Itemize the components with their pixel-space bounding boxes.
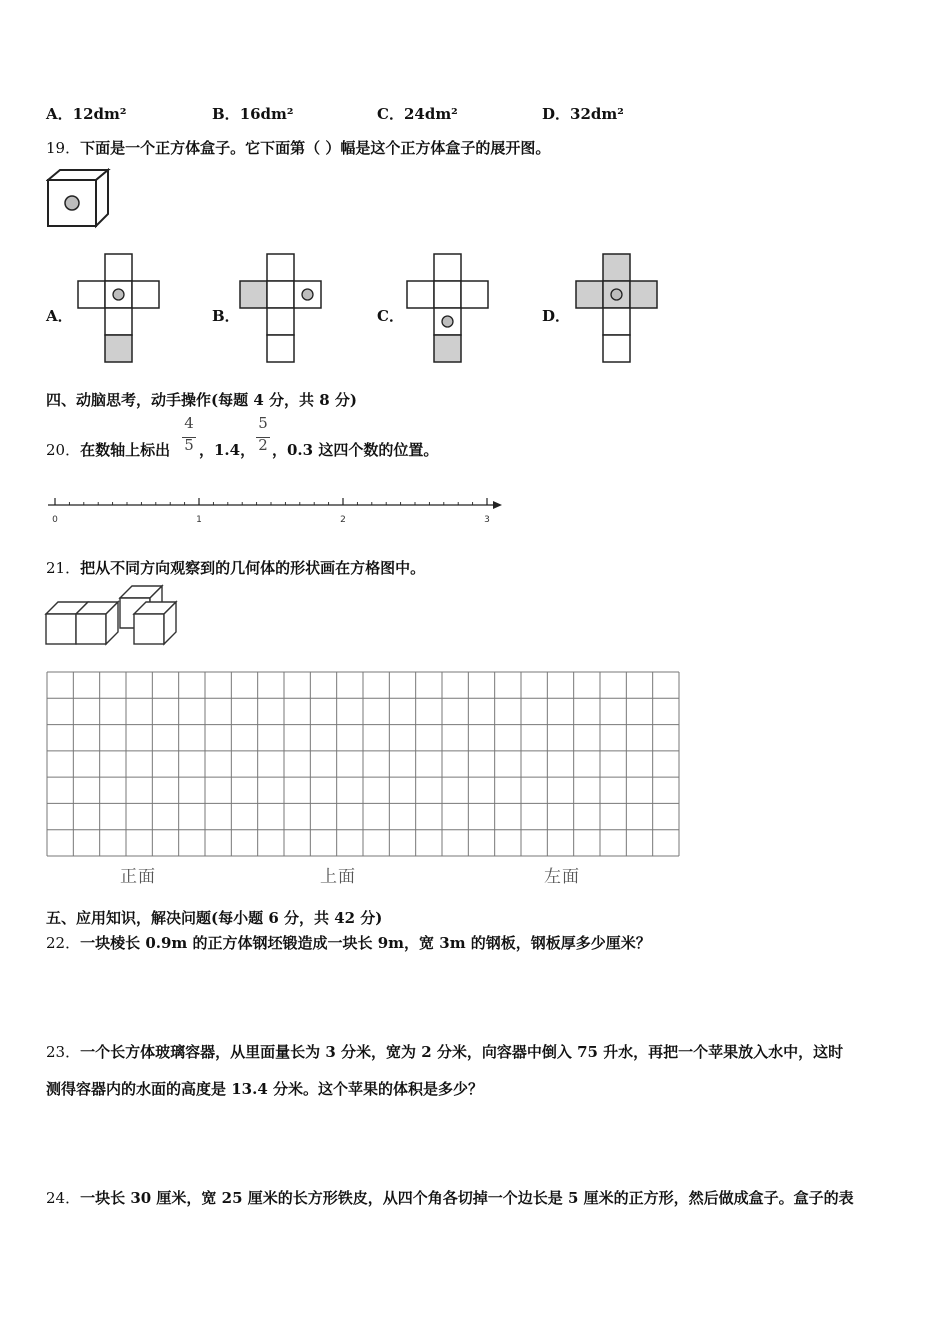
fraction-4-5: 4 5 — [181, 414, 197, 454]
grid-label-top: 上面 — [320, 867, 356, 887]
net-a — [77, 253, 163, 363]
net-c — [406, 253, 492, 363]
question-20-mid: ，1.4， — [199, 441, 256, 459]
option-d: D．32dm² — [542, 105, 624, 123]
fraction-5-2: 5 2 — [255, 414, 271, 454]
net-b — [239, 253, 325, 363]
net-label-a: A． — [46, 307, 73, 325]
question-20-post: ，0.3 这四个数的位置。 — [272, 441, 439, 459]
question-23-line1: 23．一个长方体玻璃容器，从里面量长为 3 分米，宽为 2 分米，向容器中倒入 75 升水，再把一个苹果放入水中，这时 — [46, 1043, 844, 1061]
question-23-line2: 测得容器内的水面的高度是 13.4 分米。这个苹果的体积是多少？ — [46, 1080, 483, 1098]
question-24: 24．一块长 30 厘米，宽 25 厘米的长方形铁皮，从四个角各切掉一个边长是 5 厘米的正方形，然后做成盒子。盒子的表 — [46, 1189, 854, 1207]
net-label-c: C． — [377, 307, 404, 325]
solid-figure — [44, 584, 180, 648]
number-line-label: 0 — [52, 515, 58, 525]
answer-grid[interactable] — [46, 671, 680, 857]
section-4-title: 四、动脑思考，动手操作(每题 4 分，共 8 分) — [46, 391, 357, 409]
question-22: 22．一块棱长 0.9m 的正方体钢坯锻造成一块长 9m，宽 3m 的钢板，钢板厚多少厘米？ — [46, 934, 651, 952]
net-label-d: D． — [542, 307, 571, 325]
option-b: B．16dm² — [212, 105, 294, 123]
number-line-label: 2 — [340, 515, 346, 525]
cube-figure — [46, 168, 112, 230]
question-20: 20．在数轴上标出 — [46, 441, 171, 459]
number-line-label: 3 — [484, 515, 490, 525]
question-19: 19．下面是一个正方体盒子。它下面第（ ）幅是这个正方体盒子的展开图。 — [46, 139, 551, 157]
option-c: C．24dm² — [377, 105, 458, 123]
grid-label-left: 左面 — [544, 867, 580, 887]
net-d — [575, 253, 661, 363]
net-label-b: B． — [212, 307, 240, 325]
grid-label-front: 正面 — [120, 867, 156, 887]
number-line-arrow — [493, 501, 502, 509]
number-line-label: 1 — [196, 515, 202, 525]
option-a: A．12dm² — [46, 105, 127, 123]
question-21: 21．把从不同方向观察到的几何体的形状画在方格图中。 — [46, 559, 426, 577]
number-line — [44, 494, 506, 528]
section-5-title: 五、应用知识，解决问题(每小题 6 分，共 42 分) — [46, 909, 383, 927]
